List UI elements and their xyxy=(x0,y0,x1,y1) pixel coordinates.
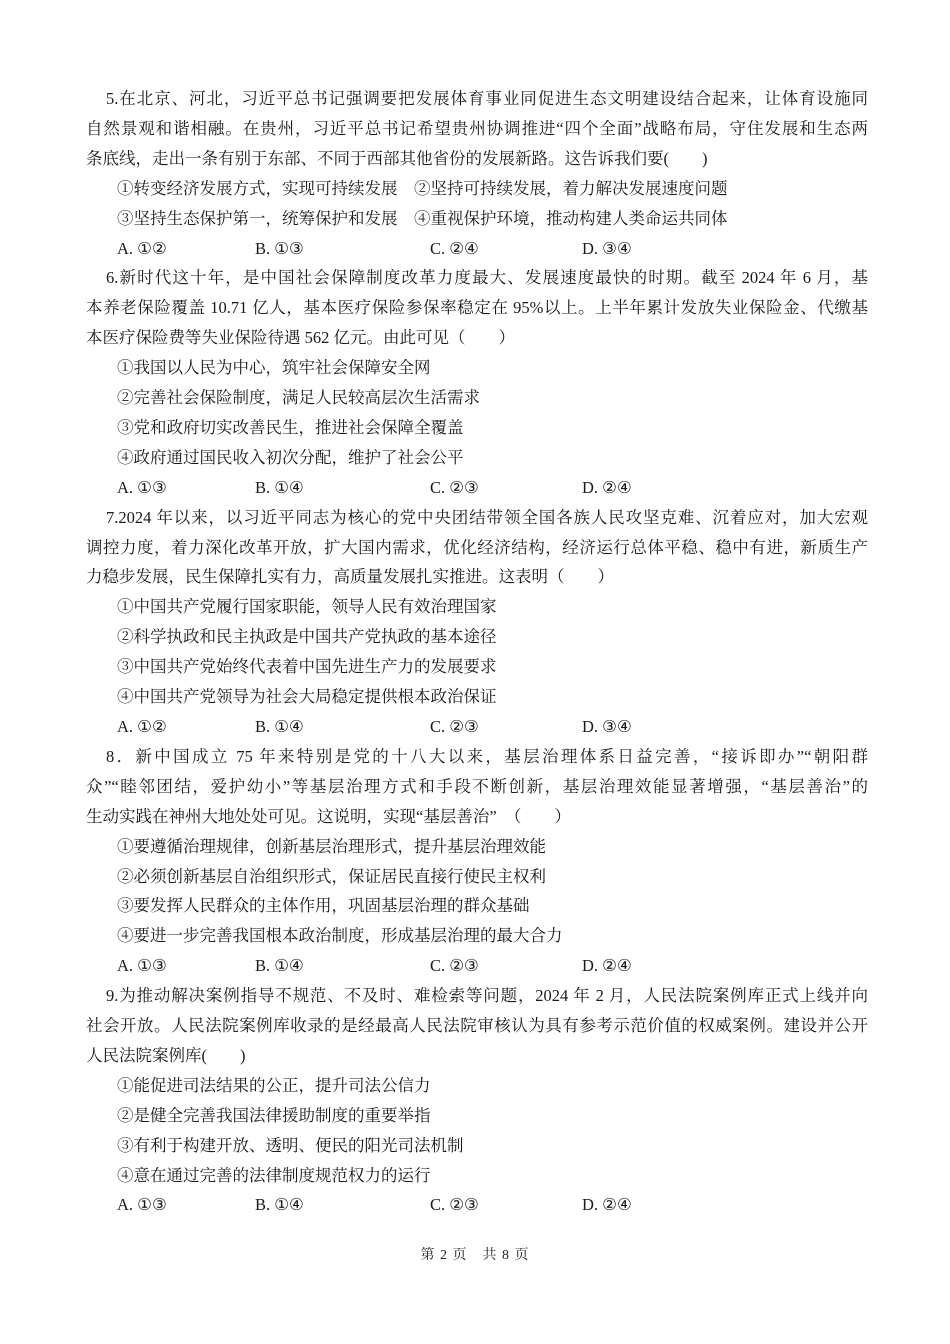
choice-c: C. ②③ xyxy=(430,1195,479,1215)
question-text-line: 人民法院案例库( ) xyxy=(86,1045,246,1065)
choice-d: D. ②④ xyxy=(582,477,632,497)
question-text-line: 本医疗保险费等失业保险待遇 562 亿元。由此可见（ ） xyxy=(86,328,515,348)
option-line: ④意在通过完善的法律制度规范权力的运行 xyxy=(117,1165,431,1185)
choice-b: B. ①④ xyxy=(255,1195,304,1215)
option-line: ①转变经济发展方式，实现可持续发展 ②坚持可持续发展，着力解决发展速度问题 xyxy=(117,178,728,198)
question-text-line: 8．新中国成立 75 年来特别是党的十八大以来，基层治理体系日益完善，“接诉即办”“朝阳群 xyxy=(106,746,868,766)
option-line: ④政府通过国民收入初次分配，维护了社会公平 xyxy=(117,447,464,467)
choices-row xyxy=(86,473,868,503)
page-footer-text: 第 2 页 共 8 页 xyxy=(420,1248,530,1263)
option-line: ②科学执政和民主执政是中国共产党执政的基本途径 xyxy=(117,627,497,647)
choice-b: B. ①④ xyxy=(255,956,304,976)
question-text-line: 生动实践在神州大地处处可见。这说明，实现“基层善治” （ ） xyxy=(86,806,571,826)
question-text-line: 调控力度，着力深化改革开放，扩大国内需求，优化经济结构，经济运行总体平稳、稳中有进，新质生产 xyxy=(86,537,868,557)
question-8 xyxy=(86,742,868,981)
option-line: ②必须创新基层自治组织形式，保证居民直接行使民主权利 xyxy=(117,866,546,886)
option-line: ③党和政府切实改善民生，推进社会保障全覆盖 xyxy=(117,417,464,437)
question-text-line: 众”“睦邻团结，爱护幼小”等基层治理方式和手段不断创新，基层治理效能显著增强，“基层善治”的 xyxy=(86,776,868,796)
question-text-line: 5.在北京、河北，习近平总书记强调要把发展体育事业同促进生态文明建设结合起来，让体育设施同 xyxy=(106,89,868,108)
option-line: ③有利于构建开放、透明、便民的阳光司法机制 xyxy=(117,1135,464,1155)
option-line: ③坚持生态保护第一，统筹保护和发展 ④重视保护环境，推动构建人类命运共同体 xyxy=(117,208,728,228)
choice-b: B. ①④ xyxy=(255,717,304,736)
question-5 xyxy=(86,84,868,263)
question-text-line: 9.为推动解决案例指导不规范、不及时、难检索等问题，2024 年 2 月，人民法院案例库正式上线并向 xyxy=(106,986,868,1006)
question-7 xyxy=(86,503,868,742)
question-text-line: 条底线，走出一条有别于东部、不同于西部其他省份的发展新路。这告诉我们要( ) xyxy=(86,148,708,168)
option-line: ①我国以人民为中心，筑牢社会保障安全网 xyxy=(117,358,431,378)
choice-d: D. ②④ xyxy=(582,1195,632,1215)
exam-content xyxy=(86,84,868,1220)
choice-b: B. ①④ xyxy=(255,477,304,497)
choices-row xyxy=(86,1190,868,1220)
option-line: ③中国共产党始终代表着中国先进生产力的发展要求 xyxy=(117,657,497,677)
question-text-line: 6.新时代这十年，是中国社会保障制度改革力度最大、发展速度最快的时期。截至 2024 年 6 月，基 xyxy=(106,268,868,288)
page-footer xyxy=(0,1244,950,1264)
choice-a: A. ①③ xyxy=(117,477,167,497)
choice-d: D. ③④ xyxy=(582,238,632,258)
choice-c: C. ②③ xyxy=(430,956,479,976)
option-line: ②完善社会保险制度，满足人民较高层次生活需求 xyxy=(117,388,480,408)
option-line: ①要遵循治理规律，创新基层治理形式，提升基层治理效能 xyxy=(117,836,546,856)
question-text-line: 7.2024 年以来，以习近平同志为核心的党中央团结带领全国各族人民攻坚克难、沉着应对，加大宏观 xyxy=(106,507,868,527)
choice-b: B. ①③ xyxy=(255,238,304,258)
question-text-line: 力稳步发展，民生保障扎实有力，高质量发展扎实推进。这表明（ ） xyxy=(86,567,614,587)
choice-a: A. ①② xyxy=(117,717,167,736)
choice-a: A. ①③ xyxy=(117,956,167,976)
choice-c: C. ②④ xyxy=(430,238,479,258)
option-line: ①能促进司法结果的公正，提升司法公信力 xyxy=(117,1075,431,1095)
choices-row xyxy=(86,234,868,264)
question-text-line: 自然景观和谐相融。在贵州，习近平总书记希望贵州协调推进“四个全面”战略布局，守住发展和生态两 xyxy=(86,118,868,138)
option-line: ②是健全完善我国法律援助制度的重要举指 xyxy=(117,1105,431,1125)
option-line: ①中国共产党履行国家职能，领导人民有效治理国家 xyxy=(117,597,497,617)
question-text-line: 本养老保险覆盖 10.71 亿人，基本医疗保险参保率稳定在 95%以上。上半年累计发放失业保险金、代缴基 xyxy=(86,298,868,318)
question-9 xyxy=(86,981,868,1220)
option-line: ③要发挥人民群众的主体作用，巩固基层治理的群众基础 xyxy=(117,896,530,916)
choice-c: C. ②③ xyxy=(430,717,479,736)
option-line: ④要进一步完善我国根本政治制度，形成基层治理的最大合力 xyxy=(117,926,563,946)
choice-a: A. ①② xyxy=(117,238,167,258)
choices-row xyxy=(86,712,868,742)
question-6 xyxy=(86,263,868,502)
option-line: ④中国共产党领导为社会大局稳定提供根本政治保证 xyxy=(117,687,497,707)
choice-d: D. ②④ xyxy=(582,956,632,976)
choice-d: D. ③④ xyxy=(582,717,632,736)
choice-c: C. ②③ xyxy=(430,477,479,497)
question-text-line: 社会开放。人民法院案例库收录的是经最高人民法院审核认为具有参考示范价值的权威案例。建设并公开 xyxy=(86,1016,868,1036)
choices-row xyxy=(86,951,868,981)
choice-a: A. ①③ xyxy=(117,1195,167,1215)
